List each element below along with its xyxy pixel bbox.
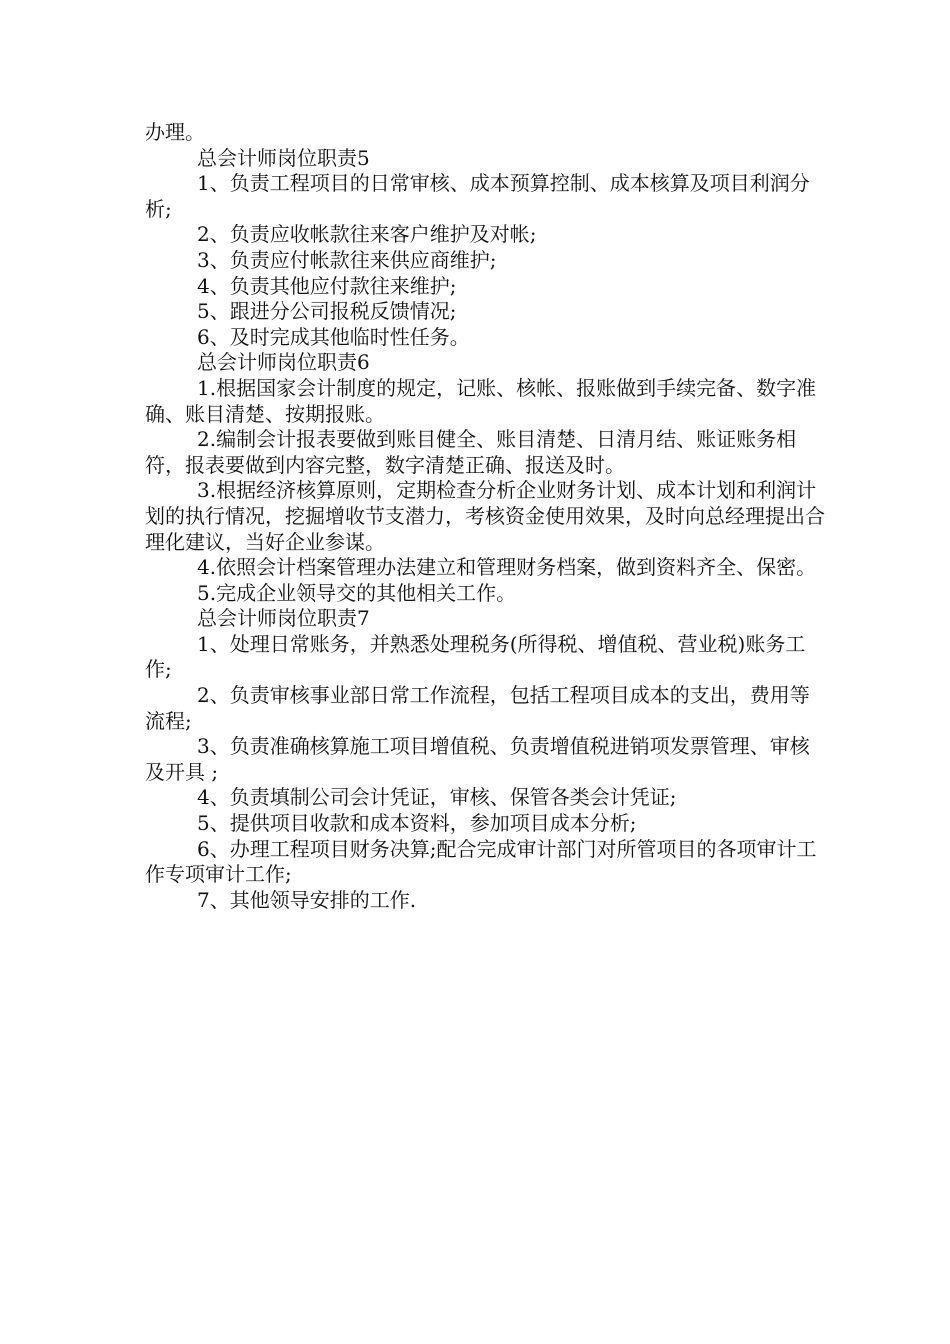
paragraph: 3、负责应付帐款往来供应商维护; [197,247,497,272]
paragraph: 6、办理工程项目财务决算;配合完成审计部门对所管项目的各项审计工作专项审计工作; [145,836,817,887]
paragraph: 5.完成企业领导交的其他相关工作。 [197,580,517,605]
paragraph: 5、跟进分公司报税反馈情况; [197,299,457,324]
section-heading-7: 总会计师岗位职责7 [197,606,370,631]
paragraph: 4.依照会计档案管理办法建立和管理财务档案，做到资料齐全、保密。 [197,555,817,580]
paragraph: 4、负责其他应付款往来维护; [197,273,457,298]
paragraph: 6、及时完成其他临时性任务。 [197,324,470,349]
paragraph: 3.根据经济核算原则，定期检查分析企业财务计划、成本计划和利润计划的执行情况，挖掘增收节支潜力，考核资金使用效果，及时向总经理提出合理化建议，当好企业参谋。 [145,478,825,554]
paragraph: 3、负责准确核算施工项目增值税、负责增值税进销项发票管理、审核及开具 ; [145,734,810,784]
paragraph: 5、提供项目收款和成本资料，参加项目成本分析; [197,811,637,836]
paragraph: 1、负责工程项目的日常审核、成本预算控制、成本核算及项目利润分析; [145,171,810,221]
section-heading-6: 总会计师岗位职责6 [197,350,370,375]
document-body [145,120,825,913]
paragraph: 7、其他领导安排的工作. [197,887,417,912]
paragraph: 2.编制会计报表要做到账目健全、账目清楚、日清月结、账证账务相符，报表要做到内容完整，数字清楚正确、报送及时。 [145,427,797,477]
paragraph: 4、负责填制公司会计凭证，审核、保管各类会计凭证; [197,785,677,810]
section-heading-5: 总会计师岗位职责5 [197,145,370,170]
paragraph: 办理。 [145,120,205,144]
paragraph: 2、负责审核事业部日常工作流程，包括工程项目成本的支出，费用等流程; [145,683,810,733]
paragraph: 2、负责应收帐款往来客户维护及对帐; [197,222,537,247]
paragraph: 1.根据国家会计制度的规定，记账、核帐、报账做到手续完备、数字准确、账目清楚、按期报账。 [145,375,817,426]
paragraph: 1、处理日常账务，并熟悉处理税务(所得税、增值税、营业税)账务工作; [145,631,806,682]
